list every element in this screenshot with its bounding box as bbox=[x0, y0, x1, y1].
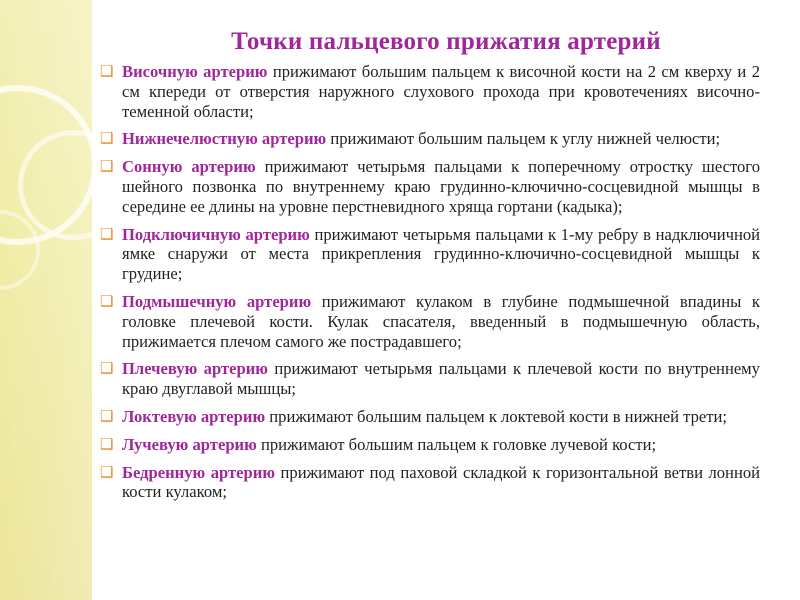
artery-description: прижимают большим пальцем к височной кости на 2 см кверху и 2 см кпереди от отверстия наружного слухового прохода при кровотечениях височно-теменной области; bbox=[122, 62, 760, 121]
artery-term: Сонную артерию bbox=[122, 157, 256, 177]
square-bullet-icon: ❑ bbox=[100, 159, 114, 176]
artery-description: прижимают большим пальцем к углу нижней челюсти; bbox=[326, 129, 721, 149]
list-item bbox=[100, 435, 760, 455]
list-item bbox=[100, 407, 760, 427]
artery-term: Лучевую артерию bbox=[122, 434, 257, 454]
artery-term: Плечевую артерию bbox=[122, 359, 268, 379]
list-item bbox=[100, 359, 760, 399]
list-item bbox=[100, 157, 760, 216]
artery-description: прижимают под паховой складкой к горизонтальной ветви лонной кости кулаком; bbox=[122, 462, 760, 502]
square-bullet-icon: ❑ bbox=[100, 464, 114, 481]
square-bullet-icon: ❑ bbox=[100, 131, 114, 148]
artery-term: Подключичную артерию bbox=[122, 224, 310, 244]
artery-term: Локтевую артерию bbox=[122, 406, 266, 426]
artery-term: Подмышечную артерию bbox=[122, 291, 312, 311]
artery-description: прижимают большим пальцем к головке лучевой кости; bbox=[256, 434, 657, 454]
artery-description: прижимают четырьмя пальцами к плечевой кости по внутреннему краю двуглавой мышцы; bbox=[122, 359, 760, 399]
artery-description: прижимают четырьмя пальцами к 1-му ребру в надключичной ямке снаружи от места прикрепления грудинно-ключично-сосцевидной мышцы к грудине; bbox=[122, 224, 761, 284]
square-bullet-icon: ❑ bbox=[100, 436, 114, 453]
square-bullet-icon: ❑ bbox=[100, 408, 114, 425]
list-item bbox=[100, 62, 760, 121]
square-bullet-icon: ❑ bbox=[100, 226, 114, 243]
list-item bbox=[100, 129, 760, 149]
slide-title: Точки пальцевого прижатия артерий bbox=[231, 28, 661, 55]
square-bullet-icon: ❑ bbox=[100, 64, 114, 80]
square-bullet-icon: ❑ bbox=[100, 361, 114, 378]
artery-description: прижимают большим пальцем к локтевой кости в нижней трети; bbox=[265, 406, 728, 426]
list-item bbox=[100, 292, 760, 351]
artery-term: Нижнечелюстную артерию bbox=[122, 129, 327, 149]
artery-term: Бедренную артерию bbox=[122, 462, 276, 482]
artery-description: прижимают четырьмя пальцами к поперечному отростку шестого шейного позвонка по внутреннему краю грудинно-ключично-сосцевидной мышцы в середине ее длины на уровне перстневидного хряща гортани (кадыка); bbox=[122, 157, 760, 216]
square-bullet-icon: ❑ bbox=[100, 293, 114, 310]
decorative-left-band bbox=[0, 0, 92, 600]
list-item bbox=[100, 463, 760, 503]
artery-term: Височную артерию bbox=[122, 62, 268, 81]
artery-description: прижимают кулаком в глубине подмышечной впадины к головке плечевой кости. Кулак спасателя, введенный в подмышечную область, прижимается плечом самого же пострадавшего; bbox=[122, 291, 760, 351]
artery-list bbox=[100, 62, 760, 510]
list-item bbox=[100, 225, 760, 284]
